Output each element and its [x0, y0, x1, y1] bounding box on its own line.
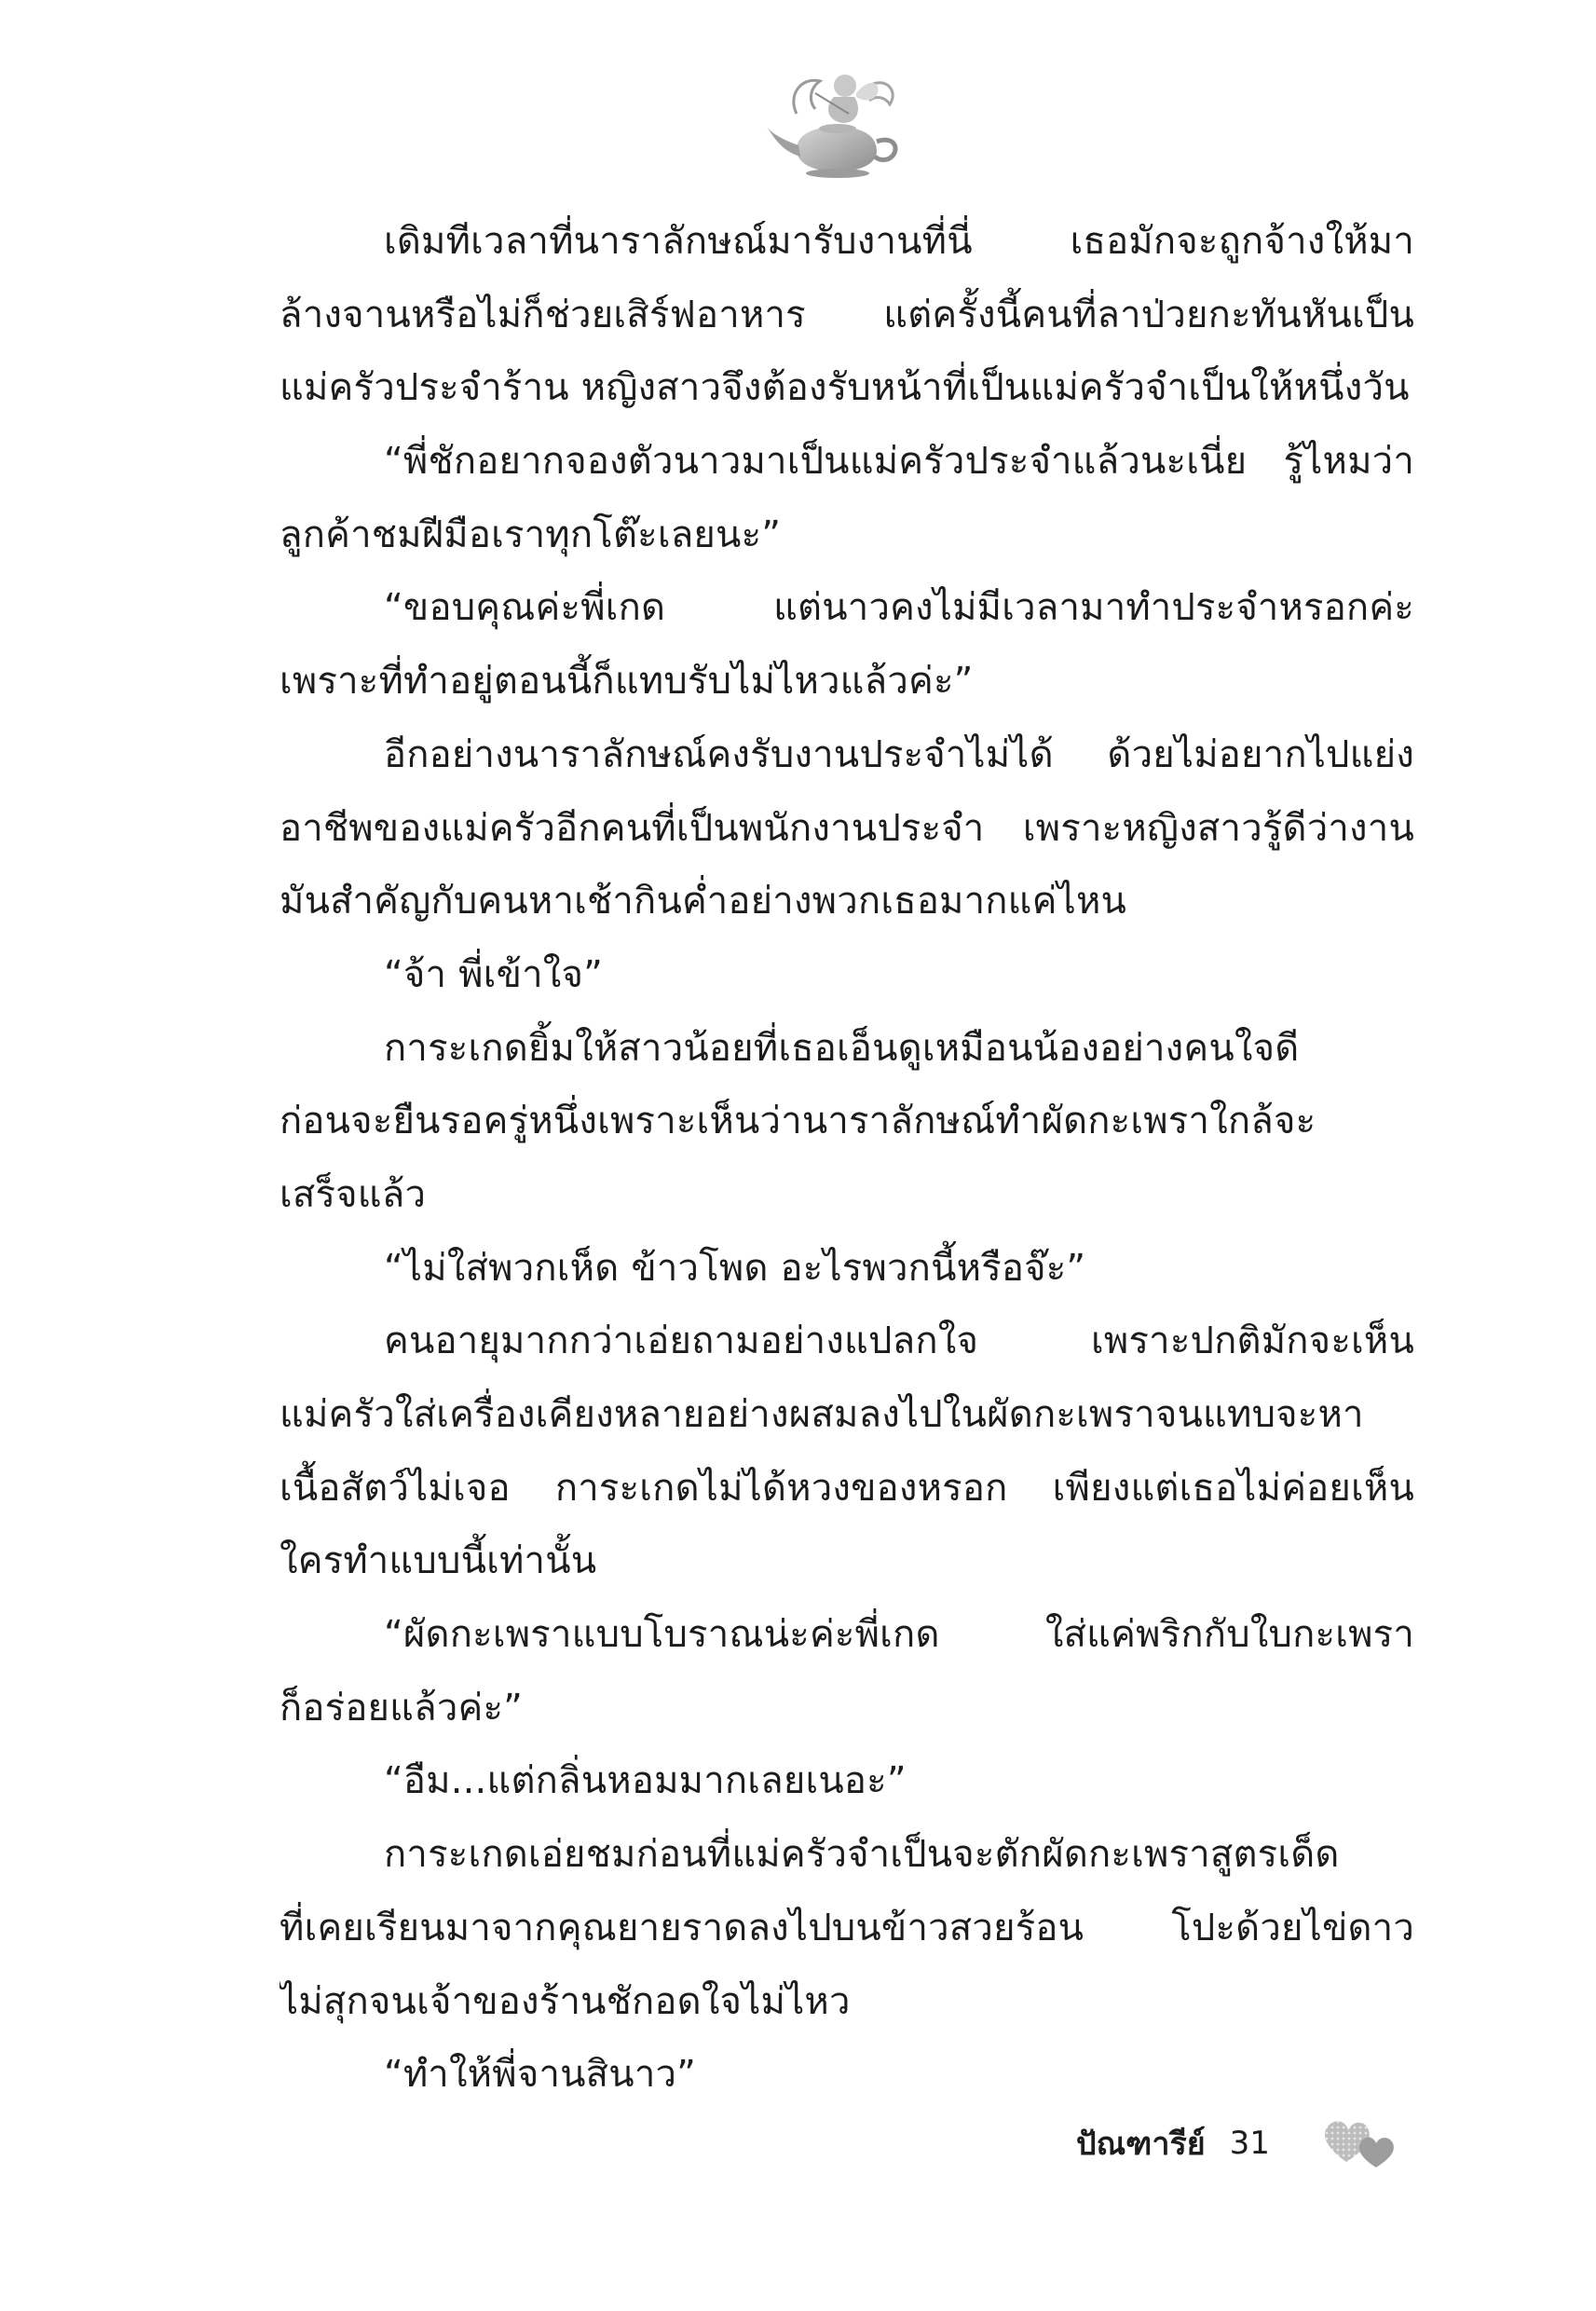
text-line: ลูกค้าชมฝีมือเราทุกโต๊ะเลยนะ”	[280, 513, 782, 556]
text-line: ก่อนจะยืนรอครู่หนึ่งเพราะเห็นว่านาราลักษณ์ทำผัดกะเพราใกล้จะ	[280, 1100, 1316, 1143]
text-line: ก็อร่อยแล้วค่ะ”	[280, 1686, 524, 1730]
text-line: เพราะที่ทำอยู่ตอนนี้ก็แทบรับไม่ไหวแล้วค่ะ”	[280, 660, 974, 704]
text-line: เสร็จแล้ว	[280, 1172, 427, 1216]
teapot-with-cupid-icon	[759, 48, 918, 188]
text-line: มันสำคัญกับคนหาเช้ากินค่ำอย่างพวกเธอมากแค่ไหน	[280, 880, 1127, 923]
text-line: “ไม่ใส่พวกเห็ด ข้าวโพด อะไรพวกนี้หรือจ๊ะ”	[384, 1246, 1086, 1290]
text-line: “ผัดกะเพราแบบโบราณน่ะค่ะพี่เกด ใส่แค่พริกกับใบกะเพรา	[384, 1613, 1414, 1657]
text-line: คนอายุมากกว่าเอ่ยถามอย่างแปลกใจ เพราะปกติมักจะเห็น	[384, 1320, 1414, 1363]
page-number: 31	[1229, 2125, 1270, 2162]
hearts-icon	[1318, 2108, 1402, 2173]
text-line: ไม่สุกจนเจ้าของร้านชักอดใจไม่ไหว	[280, 1979, 851, 2023]
text-line: ล้างจานหรือไม่ก็ช่วยเสิร์ฟอาหาร แต่ครั้งนี้คนที่ลาป่วยกะทันหันเป็น	[280, 293, 1414, 336]
page-footer	[1076, 2115, 1270, 2171]
text-line: ใครทำแบบนี้เท่านั้น	[280, 1539, 597, 1583]
text-line: การะเกดยิ้มให้สาวน้อยที่เธอเอ็นดูเหมือนน้องอย่างคนใจดี	[384, 1026, 1300, 1070]
text-line: เนื้อสัตว์ไม่เจอ การะเกดไม่ได้หวงของหรอก เพียงแต่เธอไม่ค่อยเห็น	[280, 1466, 1414, 1510]
text-line: “ขอบคุณค่ะพี่เกด แต่นาวคงไม่มีเวลามาทำประจำหรอกค่ะ	[384, 586, 1414, 630]
text-line: การะเกดเอ่ยชมก่อนที่แม่ครัวจำเป็นจะตักผัดกะเพราสูตรเด็ด	[384, 1833, 1340, 1877]
author-name: ปัณฑารีย์	[1076, 2126, 1206, 2163]
text-line: แม่ครัวประจำร้าน หญิงสาวจึงต้องรับหน้าที่เป็นแม่ครัวจำเป็นให้หนึ่งวัน	[280, 366, 1410, 410]
text-line: อาชีพของแม่ครัวอีกคนที่เป็นพนักงานประจำ เพราะหญิงสาวรู้ดีว่างาน	[280, 806, 1414, 850]
text-line: ที่เคยเรียนมาจากคุณยายราดลงไปบนข้าวสวยร้อน โปะด้วยไข่ดาว	[280, 1906, 1414, 1949]
text-line: เดิมทีเวลาที่นาราลักษณ์มารับงานที่นี่ เธอมักจะถูกจ้างให้มา	[384, 220, 1414, 263]
text-line: อีกอย่างนาราลักษณ์คงรับงานประจำไม่ได้ ด้วยไม่อยากไปแย่ง	[384, 732, 1414, 776]
text-line: แม่ครัวใส่เครื่องเคียงหลายอย่างผสมลงไปในผัดกะเพราจนแทบจะหา	[280, 1393, 1364, 1436]
text-line: “พี่ชักอยากจองตัวนาวมาเป็นแม่ครัวประจำแล้วนะเนี่ย รู้ไหมว่า	[384, 440, 1414, 484]
body-text	[280, 205, 1414, 2112]
text-line: “จ้า พี่เข้าใจ”	[384, 952, 604, 996]
text-line: “ทำให้พี่จานสินาว”	[384, 2053, 697, 2097]
text-line: “อืม...แต่กลิ่นหอมมากเลยเนอะ”	[384, 1759, 907, 1803]
